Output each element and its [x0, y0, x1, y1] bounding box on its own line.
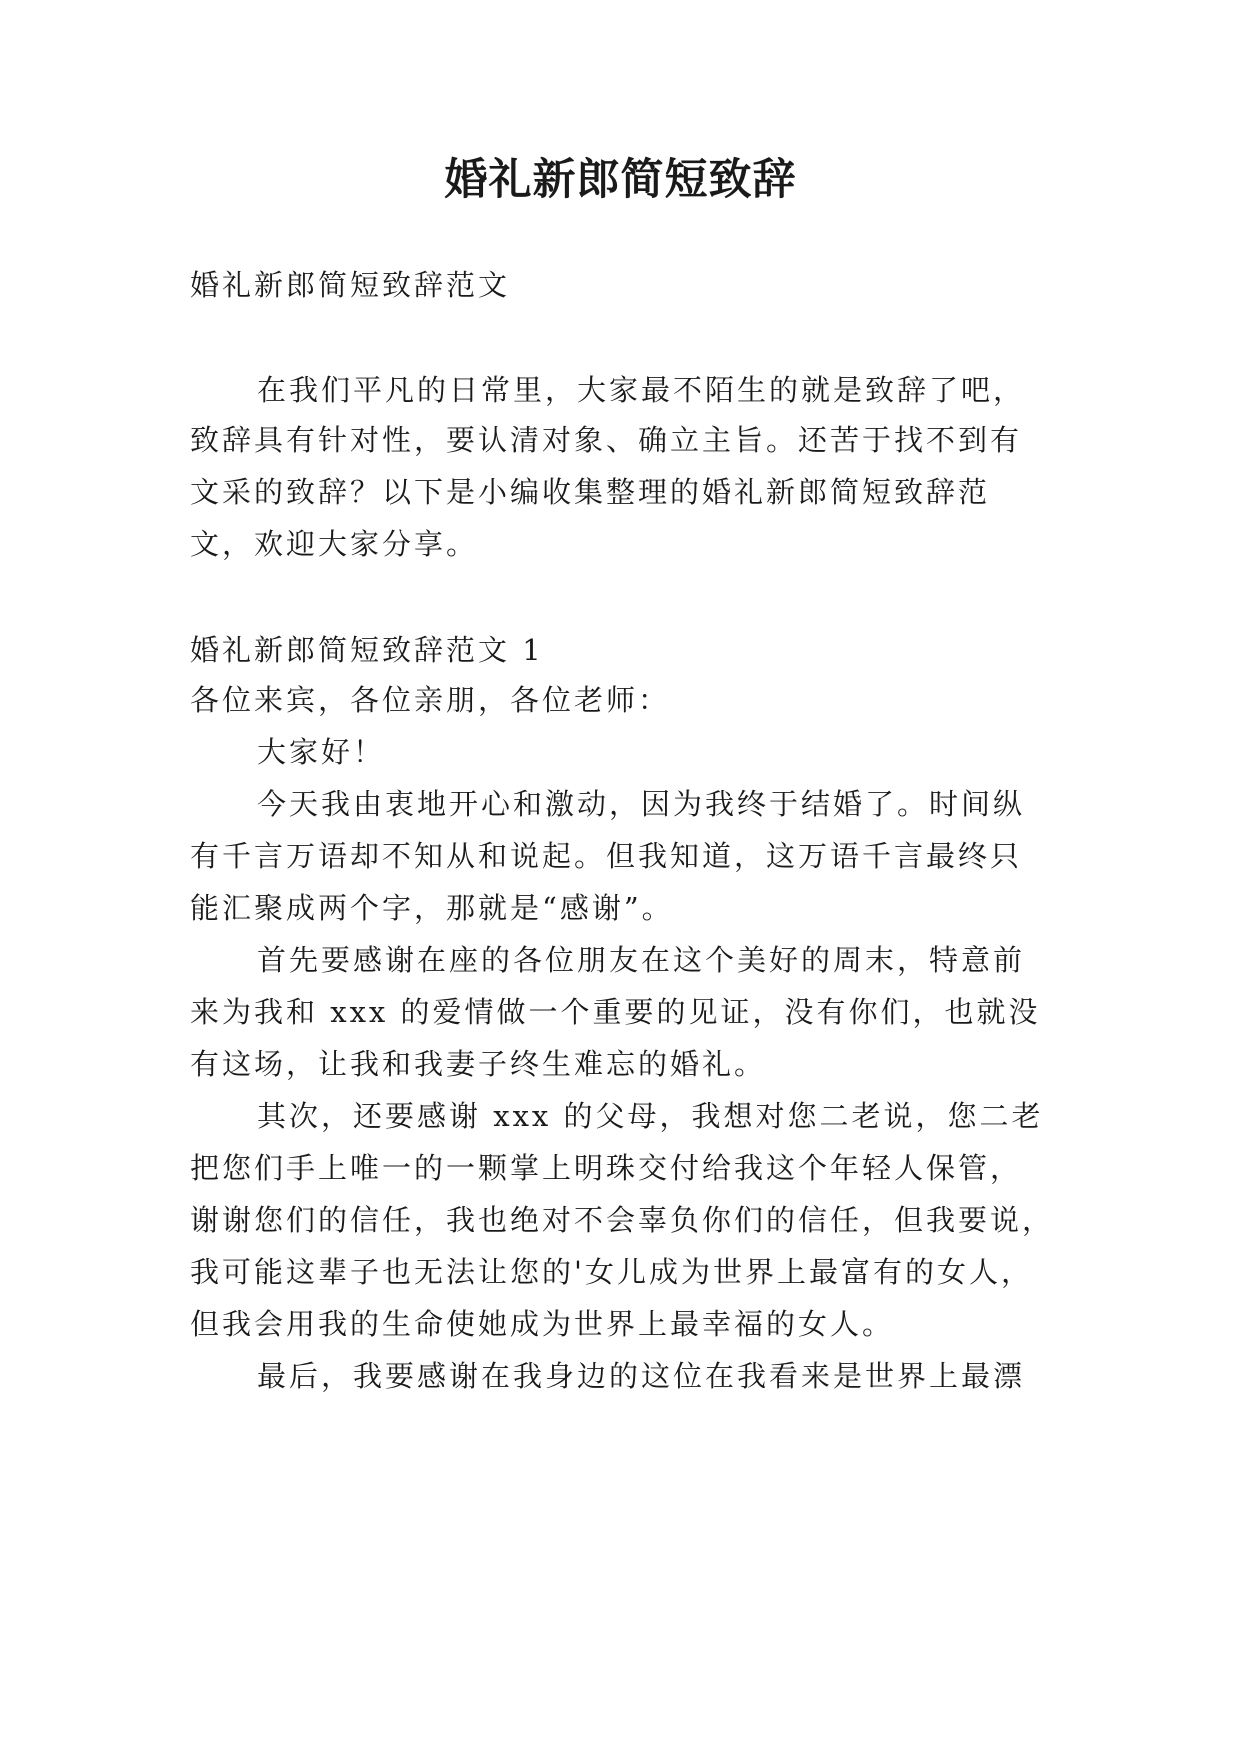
body-line: 有这场，让我和我妻子终生难忘的婚礼。 — [190, 1047, 767, 1081]
body-line: 其次，还要感谢 xxx 的父母，我想对您二老说，您二老 — [257, 1099, 1044, 1133]
document-title: 婚礼新郎简短致辞 — [444, 155, 797, 205]
intro-line: 在我们平凡的日常里，大家最不陌生的就是致辞了吧， — [257, 373, 1026, 407]
intro-line: 文采的致辞？以下是小编收集整理的婚礼新郎简短致辞范 — [190, 475, 991, 509]
body-line: 把您们手上唯一的一颗掌上明珠交付给我这个年轻人保管， — [190, 1151, 1023, 1185]
body-line: 但我会用我的生命使她成为世界上最幸福的女人。 — [190, 1307, 895, 1341]
body-line: 首先要感谢在座的各位朋友在这个美好的周末，特意前 — [257, 943, 1026, 977]
salutation: 各位来宾，各位亲朋，各位老师： — [190, 683, 671, 717]
body-line: 我可能这辈子也无法让您的'女儿成为世界上最富有的女人， — [190, 1255, 1033, 1289]
intro-line: 致辞具有针对性，要认清对象、确立主旨。还苦于找不到有 — [190, 423, 1023, 457]
document-subtitle: 婚礼新郎简短致辞范文 — [190, 268, 511, 302]
body-line: 今天我由衷地开心和激动，因为我终于结婚了。时间纵 — [257, 787, 1026, 821]
body-line: 来为我和 xxx 的爱情做一个重要的见证，没有你们，也就没 — [190, 995, 1041, 1029]
body-line: 谢谢您们的信任，我也绝对不会辜负你们的信任，但我要说， — [190, 1203, 1055, 1237]
body-line: 能汇聚成两个字，那就是“感谢”。 — [190, 891, 674, 925]
section-heading: 婚礼新郎简短致辞范文 1 — [190, 633, 544, 667]
intro-line: 文，欢迎大家分享。 — [190, 527, 479, 561]
greeting: 大家好！ — [257, 735, 386, 769]
body-line: 有千言万语却不知从和说起。但我知道，这万语千言最终只 — [190, 839, 1023, 873]
body-line: 最后，我要感谢在我身边的这位在我看来是世界上最漂 — [257, 1359, 1026, 1393]
